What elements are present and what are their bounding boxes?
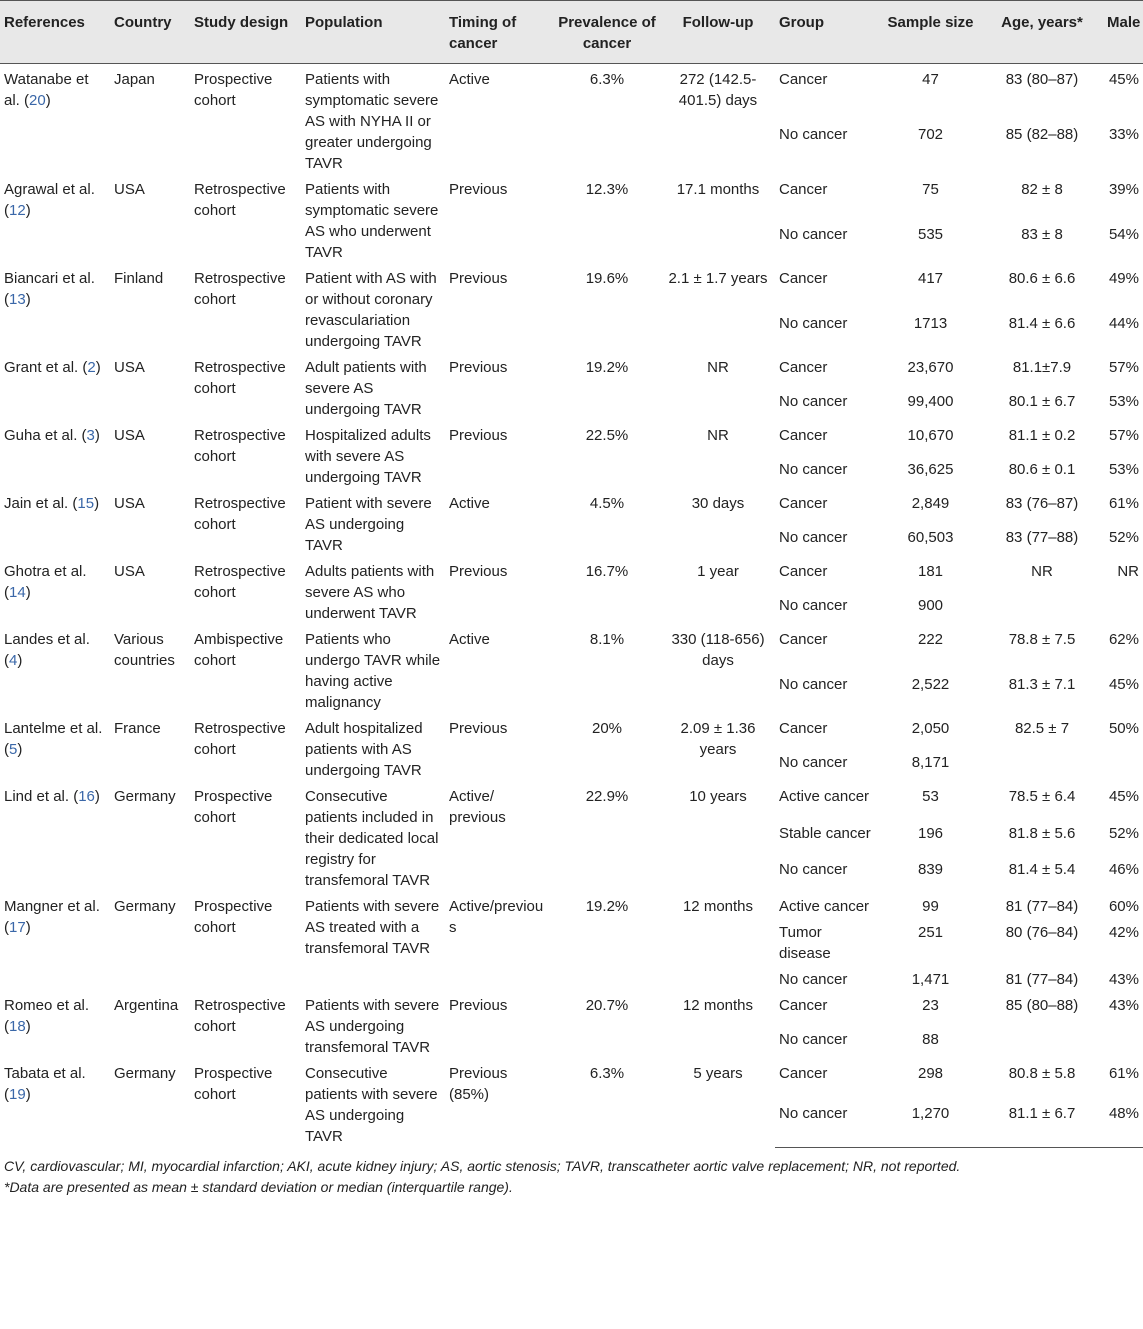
cell-age: 83 ± 8 (1021, 225, 1063, 243)
cell-sample-size: 99 (922, 898, 939, 915)
cell-timing: Previous (449, 563, 508, 580)
cell-group: No cancer (779, 971, 848, 988)
cell-prevalence: 22.9% (585, 788, 629, 805)
cell-age: 85 (82–88) (1005, 126, 1079, 144)
reference-text: Guha et al. ( (4, 427, 87, 444)
cell-follow-up: 272 (142.5-401.5) days (678, 71, 758, 109)
cell-reference (0, 556, 110, 624)
cell-sample-size: 1,270 (880, 1098, 981, 1147)
cell-timing: Previous (449, 427, 508, 444)
reference-close: ) (17, 652, 23, 669)
table-row (0, 488, 1143, 522)
reference-text: Biancari et al. ( (4, 270, 95, 308)
cell-study-design: Prospective cohort (194, 898, 273, 936)
cell-male: 53% (1108, 393, 1139, 410)
footnote-data-format: *Data are presented as mean ± standard deviation or median (interquartile range). (4, 1178, 513, 1195)
cell-country: USA (114, 495, 145, 512)
reference-link[interactable]: 18 (9, 1018, 26, 1035)
cell-population: Patients with symptomatic severe AS with NYHA II or greater undergoing TAVR (305, 71, 439, 172)
cell-group: Cancer (779, 720, 828, 737)
cell-reference (0, 174, 110, 263)
cell-group: No cancer (779, 861, 848, 879)
cell-sample-size: 196 (917, 824, 944, 842)
cell-male: 39% (1108, 181, 1139, 198)
cell-sample-size: 1,471 (911, 971, 950, 988)
cell-population: Patients with severe AS undergoing transfemoral TAVR (305, 997, 440, 1056)
reference-close: ) (25, 919, 31, 936)
reference-close: ) (95, 359, 101, 376)
cell-reference (0, 624, 110, 713)
cell-male: 48% (1103, 1098, 1143, 1147)
reference-close: ) (25, 1018, 31, 1035)
table-row (0, 1058, 1143, 1098)
cell-male: 52% (1108, 529, 1139, 546)
cell-study-design: Retrospective cohort (194, 495, 286, 533)
cell-male: 61% (1108, 1065, 1139, 1082)
cell-sample-size: 535 (917, 225, 944, 243)
cell-male: 52% (1108, 824, 1139, 842)
cell-prevalence: 6.3% (589, 71, 625, 88)
cell-population: Patients with severe AS treated with a transfemoral TAVR (305, 898, 440, 957)
table-row (0, 781, 1143, 818)
reference-text: Landes et al. ( (4, 631, 90, 669)
cell-sample-size: 75 (922, 181, 939, 198)
cell-prevalence: 19.2% (585, 898, 629, 915)
table-row (0, 420, 1143, 454)
cell-male (1103, 590, 1143, 624)
cell-sample-size: 1713 (913, 314, 948, 332)
reference-close: ) (25, 584, 31, 601)
cell-male: 57% (1108, 427, 1139, 444)
cell-study-design: Retrospective cohort (194, 270, 286, 308)
cell-group: No cancer (779, 461, 848, 478)
cell-prevalence: 20.7% (585, 997, 629, 1014)
cell-prevalence: 22.5% (585, 427, 629, 444)
cell-sample-size: 88 (922, 1031, 939, 1048)
cell-group: No cancer (779, 393, 848, 410)
reference-text: Grant et al. ( (4, 359, 88, 376)
table-footnotes (0, 1148, 1143, 1198)
cell-age: 80.8 ± 5.8 (1008, 1065, 1076, 1082)
cell-male (1103, 747, 1143, 781)
header-study-design: Study design (190, 1, 301, 64)
reference-close: ) (17, 741, 23, 758)
header-prevalence: Prevalence of cancer (553, 1, 661, 64)
cell-prevalence: 12.3% (585, 181, 629, 198)
reference-close: ) (25, 202, 31, 219)
cell-male: 60% (1108, 898, 1139, 915)
cell-male: 57% (1108, 359, 1139, 376)
cell-prevalence: 4.5% (589, 495, 625, 512)
cell-group: Cancer (779, 997, 828, 1014)
cell-prevalence: 20% (591, 720, 623, 737)
cell-study-design: Retrospective cohort (194, 720, 286, 758)
reference-text: Romeo et al. ( (4, 997, 90, 1035)
cell-age (981, 590, 1103, 624)
cell-population: Adults patients with severe AS who underwent TAVR (305, 563, 435, 622)
reference-link[interactable]: 3 (86, 427, 95, 444)
cell-group: Cancer (779, 359, 828, 376)
header-group: Group (775, 1, 880, 64)
cell-male: 33% (1108, 126, 1139, 144)
cell-study-design: Prospective cohort (194, 1065, 273, 1103)
cell-sample-size: 53 (922, 788, 939, 805)
cell-group: Cancer (779, 270, 828, 287)
header-age: Age, years* (981, 1, 1103, 64)
table-row (0, 891, 1143, 917)
cell-group: No cancer (779, 597, 848, 614)
reference-text: Lind et al. ( (4, 788, 79, 805)
reference-link[interactable]: 5 (9, 741, 18, 758)
cell-sample-size: 60,503 (907, 529, 954, 546)
header-male: Male (1103, 1, 1143, 64)
cell-sample-size: 8,171 (911, 754, 950, 771)
cell-timing: Active (449, 631, 490, 648)
cell-male: 43% (1108, 997, 1139, 1014)
cell-timing: Active (449, 71, 490, 88)
cell-country: Germany (114, 788, 176, 805)
cell-reference (0, 64, 110, 175)
reference-link[interactable]: 16 (78, 788, 95, 805)
cell-sample-size: 251 (917, 924, 944, 941)
reference-link[interactable]: 14 (9, 584, 26, 601)
cell-prevalence: 19.6% (585, 270, 629, 287)
cell-group: Cancer (779, 495, 828, 512)
cell-follow-up: 17.1 months (676, 181, 760, 198)
cell-reference (0, 263, 110, 352)
cell-follow-up: NR (707, 427, 729, 444)
reference-text: Agrawal et al. ( (4, 181, 95, 219)
cell-male: 50% (1108, 720, 1139, 737)
cell-reference (0, 990, 110, 1058)
cell-population: Patient with severe AS undergoing TAVR (305, 495, 432, 554)
cell-country: USA (114, 427, 145, 444)
cell-country: Germany (114, 898, 176, 915)
cell-group: No cancer (775, 1098, 880, 1147)
cell-male: 61% (1108, 495, 1139, 512)
cell-age: 81 (77–84) (1005, 971, 1079, 988)
cell-follow-up: 30 days (691, 495, 745, 512)
cell-group: Cancer (779, 631, 828, 648)
table-row (0, 64, 1143, 120)
cell-male: 49% (1108, 270, 1139, 287)
cell-country: USA (114, 563, 145, 580)
cell-country: Germany (114, 1065, 176, 1082)
cell-country: USA (114, 181, 145, 198)
cell-reference (0, 781, 110, 891)
cell-study-design: Retrospective cohort (194, 181, 286, 219)
cell-sample-size: 900 (917, 597, 944, 614)
cell-male: 45% (1108, 788, 1139, 805)
cell-sample-size: 417 (917, 270, 944, 287)
cell-age: 81.1 ± 0.2 (1008, 427, 1076, 444)
reference-link[interactable]: 13 (9, 291, 26, 308)
cell-sample-size: 2,050 (911, 720, 950, 737)
cell-group: No cancer (779, 314, 848, 332)
cell-follow-up: 12 months (682, 898, 754, 915)
cell-group: No cancer (779, 1031, 848, 1048)
header-follow-up: Follow-up (661, 1, 775, 64)
cell-reference (0, 488, 110, 556)
cell-age: 82.5 ± 7 (1014, 720, 1070, 737)
cell-follow-up: 12 months (682, 997, 754, 1014)
cell-age: 80.1 ± 6.7 (1008, 393, 1076, 410)
cell-sample-size: 23 (922, 997, 939, 1014)
cell-country: France (114, 720, 161, 737)
reference-link[interactable]: 12 (9, 202, 26, 219)
reference-link[interactable]: 17 (9, 919, 26, 936)
cell-population: Consecutive patients with severe AS undergoing TAVR (305, 1065, 438, 1145)
cell-group: Cancer (779, 181, 828, 198)
cell-timing: Previous (449, 720, 508, 737)
table-row (0, 713, 1143, 747)
cell-population: Adult patients with severe AS undergoing TAVR (305, 359, 427, 418)
header-timing: Timing of cancer (445, 1, 553, 64)
cell-age: 80 (76–84) (1005, 924, 1079, 941)
reference-close: ) (94, 788, 100, 805)
cell-age (981, 747, 1103, 781)
cell-population: Hospitalized adults with severe AS undergoing TAVR (305, 427, 431, 486)
cell-population: Adult hospitalized patients with AS undergoing TAVR (305, 720, 423, 779)
table-body (0, 64, 1143, 1148)
header-references: References (0, 1, 110, 64)
cell-male: NR (1117, 563, 1139, 580)
cell-study-design: Retrospective cohort (194, 427, 286, 465)
cell-age: 81.3 ± 7.1 (1008, 675, 1076, 693)
header-country: Country (110, 1, 190, 64)
reference-text: Tabata et al. ( (4, 1065, 86, 1103)
cell-age: 80.6 ± 6.6 (1008, 270, 1076, 287)
footnote-abbreviations: CV, cardiovascular; MI, myocardial infarction; AKI, acute kidney injury; AS, aortic stenosis; TAVR, transcatheter aortic valve replacement; NR, not reported. (4, 1157, 961, 1174)
cell-timing: Previous (449, 359, 508, 376)
cell-age: 81 (77–84) (1005, 898, 1079, 915)
cell-timing: Active/ previous (449, 788, 506, 826)
cell-study-design: Retrospective cohort (194, 359, 286, 397)
cell-population: Consecutive patients included in their dedicated local registry for transfemoral TAVR (305, 788, 439, 889)
cell-timing: Previous (449, 270, 508, 287)
cell-age: 81.1 ± 6.7 (981, 1098, 1103, 1147)
cell-group: Cancer (779, 1065, 828, 1082)
cell-age: 81.8 ± 5.6 (1008, 824, 1076, 842)
cell-timing: Active (449, 495, 490, 512)
cell-male: 44% (1108, 314, 1139, 332)
cell-reference (0, 891, 110, 990)
header-sample-size: Sample size (880, 1, 981, 64)
cell-male: 43% (1108, 971, 1139, 988)
cell-timing: Previous (85%) (449, 1065, 508, 1103)
cell-prevalence: 8.1% (589, 631, 625, 648)
cell-population: Patients with symptomatic severe AS who underwent TAVR (305, 181, 439, 261)
reference-link[interactable]: 15 (77, 495, 95, 512)
cell-reference (0, 352, 110, 420)
cell-age: 82 ± 8 (1021, 181, 1063, 198)
cell-sample-size: 839 (917, 861, 944, 879)
cell-age: 78.8 ± 7.5 (1008, 631, 1076, 648)
cell-sample-size: 36,625 (907, 461, 954, 478)
cell-group: Cancer (779, 563, 828, 580)
cell-sample-size: 222 (917, 631, 944, 648)
cell-sample-size: 99,400 (907, 393, 954, 410)
header-population: Population (301, 1, 445, 64)
cell-follow-up: 5 years (693, 1065, 743, 1082)
cell-male: 53% (1108, 461, 1139, 478)
cell-group: Active cancer (779, 898, 870, 915)
cell-sample-size: 702 (917, 126, 944, 144)
table-row (0, 556, 1143, 590)
cell-age: 80.6 ± 0.1 (1008, 461, 1076, 478)
cell-male: 45% (1108, 675, 1139, 693)
cell-group: Cancer (779, 71, 828, 88)
reference-link[interactable]: 19 (9, 1086, 26, 1103)
reference-close: ) (94, 427, 100, 444)
cell-sample-size: 298 (917, 1065, 944, 1082)
cell-age: 78.5 ± 6.4 (1008, 788, 1076, 805)
cell-follow-up: 2.1 ± 1.7 years (668, 270, 768, 287)
cell-study-design: Prospective cohort (194, 71, 273, 109)
reference-close: ) (25, 1086, 31, 1103)
cell-group: No cancer (779, 529, 848, 546)
cell-follow-up: 2.09 ± 1.36 years (680, 720, 756, 758)
cell-group: Tumor disease (779, 924, 831, 962)
table-row (0, 990, 1143, 1024)
cell-group: No cancer (779, 754, 848, 771)
cell-prevalence: 6.3% (589, 1065, 625, 1082)
cell-reference (0, 1058, 110, 1147)
cell-sample-size: 23,670 (907, 359, 954, 376)
cell-sample-size: 2,849 (911, 495, 950, 512)
cell-follow-up: NR (707, 359, 729, 376)
cell-male (1103, 1024, 1143, 1058)
cell-male: 46% (1108, 861, 1139, 879)
cell-age: 85 (80–88) (1005, 997, 1079, 1014)
cell-sample-size: 181 (917, 563, 944, 580)
reference-text: Jain et al. ( (4, 495, 78, 512)
cell-group: Cancer (779, 427, 828, 444)
cell-country: USA (114, 359, 145, 376)
cell-age: 81.4 ± 5.4 (1008, 861, 1076, 879)
cell-follow-up: 330 (118-656) days (671, 631, 765, 669)
cell-male: 42% (1108, 924, 1139, 941)
reference-close: ) (25, 291, 31, 308)
table-row (0, 624, 1143, 669)
cell-timing: Previous (449, 181, 508, 198)
cell-group: Stable cancer (779, 824, 871, 842)
cell-sample-size: 10,670 (907, 427, 954, 444)
cell-male: 62% (1108, 631, 1139, 648)
cell-group: Active cancer (779, 788, 870, 805)
header-row (0, 1, 1143, 64)
cell-timing: Active/previous (449, 898, 544, 936)
cell-prevalence: 16.7% (585, 563, 629, 580)
cell-study-design: Prospective cohort (194, 788, 273, 826)
cell-country: Various countries (114, 631, 175, 669)
cell-group: No cancer (779, 225, 848, 243)
cell-reference (0, 420, 110, 488)
cell-age: 83 (80–87) (1005, 71, 1079, 88)
cell-follow-up: 10 years (689, 788, 747, 805)
reference-close: ) (45, 92, 51, 109)
table-row (0, 263, 1143, 308)
reference-text: Mangner et al. ( (4, 898, 100, 936)
cell-age: 81.1±7.9 (1012, 359, 1072, 376)
cell-age: 83 (77–88) (1005, 529, 1079, 546)
reference-text: Watanabe et al. ( (4, 71, 89, 109)
reference-text: Lantelme et al. ( (4, 720, 103, 758)
cell-group: No cancer (779, 126, 848, 144)
cell-male: 45% (1108, 71, 1139, 88)
cell-group: No cancer (779, 675, 848, 693)
reference-link[interactable]: 20 (29, 92, 46, 109)
cell-country: Finland (114, 270, 164, 287)
cell-follow-up: 1 year (697, 563, 739, 580)
reference-close: ) (94, 495, 100, 512)
reference-text: Ghotra et al. ( (4, 563, 87, 601)
cell-reference (0, 713, 110, 781)
cell-age (981, 1024, 1103, 1058)
cell-age: NR (1031, 563, 1053, 580)
cell-prevalence: 19.2% (585, 359, 629, 376)
reference-link[interactable]: 4 (9, 652, 18, 669)
cell-sample-size: 47 (922, 71, 939, 88)
cell-age: 83 (76–87) (1005, 495, 1079, 512)
cell-study-design: Ambispective cohort (194, 631, 284, 669)
table-row (0, 352, 1143, 386)
cell-sample-size: 2,522 (911, 675, 950, 693)
cell-study-design: Retrospective cohort (194, 997, 286, 1035)
cell-study-design: Retrospective cohort (194, 563, 286, 601)
table-row (0, 174, 1143, 219)
cell-population: Patient with AS with or without coronary revasculariation undergoing TAVR (305, 270, 437, 350)
reference-link[interactable]: 2 (87, 359, 96, 376)
cell-country: Japan (114, 71, 155, 88)
cell-population: Patients who undergo TAVR while having active malignancy (305, 631, 441, 711)
cell-country: Argentina (114, 997, 179, 1014)
cell-timing: Previous (449, 997, 508, 1014)
cell-male: 54% (1108, 225, 1139, 243)
cell-age: 81.4 ± 6.6 (1008, 314, 1076, 332)
